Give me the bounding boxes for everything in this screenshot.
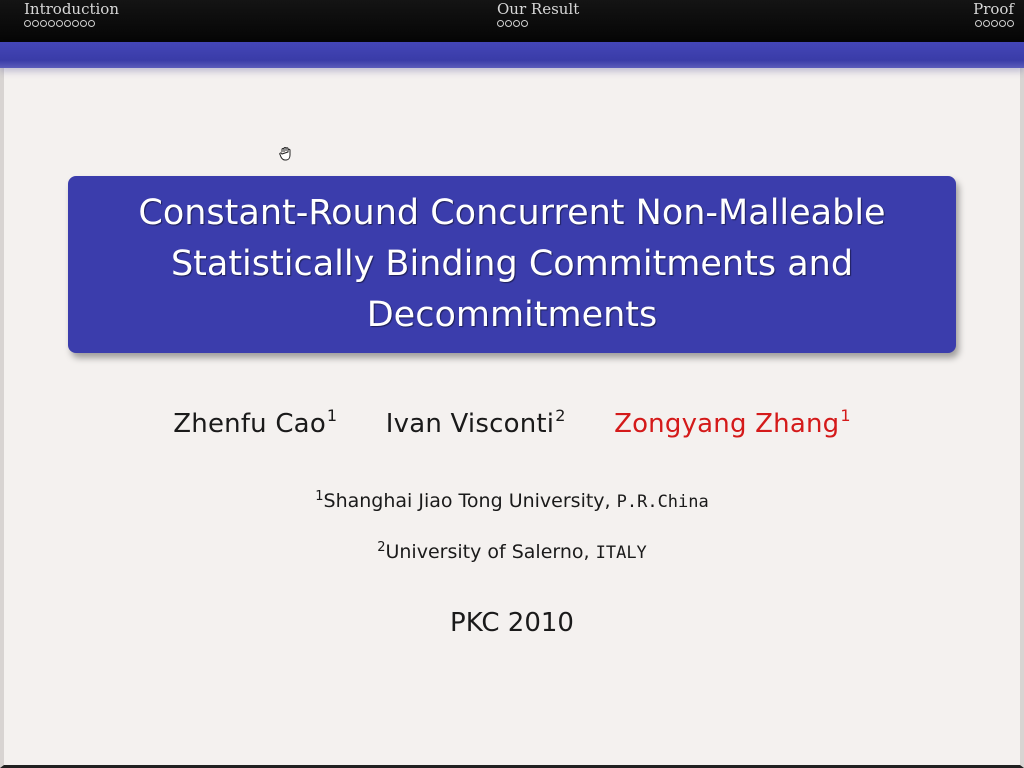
affiliation-country: P.R.China bbox=[616, 492, 709, 512]
nav-section-proof[interactable] bbox=[973, 0, 1014, 27]
affiliation-name: Shanghai Jiao Tong University, bbox=[323, 490, 617, 512]
nav-progress-dots[interactable] bbox=[24, 20, 119, 27]
nav-progress-dots[interactable] bbox=[497, 20, 579, 27]
author-ivan-visconti bbox=[386, 406, 566, 439]
presentation-title-box bbox=[68, 176, 956, 353]
affiliation-country: ITALY bbox=[595, 543, 647, 563]
author-affiliation-mark: 2 bbox=[555, 406, 566, 425]
nav-section-our-result[interactable] bbox=[497, 0, 579, 27]
nav-dot[interactable] bbox=[72, 20, 79, 27]
nav-dot[interactable] bbox=[24, 20, 31, 27]
section-navigation-bar bbox=[0, 0, 1024, 42]
nav-dot[interactable] bbox=[999, 20, 1006, 27]
nav-dot[interactable] bbox=[64, 20, 71, 27]
affiliation-1 bbox=[0, 489, 1024, 512]
nav-dot[interactable] bbox=[1007, 20, 1014, 27]
author-affiliation-mark: 1 bbox=[840, 406, 851, 425]
nav-section-title[interactable]: Proof bbox=[973, 0, 1014, 18]
nav-dot[interactable] bbox=[80, 20, 87, 27]
author-zongyang-zhang bbox=[614, 406, 851, 439]
header-strip bbox=[0, 42, 1024, 68]
nav-dot[interactable] bbox=[88, 20, 95, 27]
nav-dot[interactable] bbox=[513, 20, 520, 27]
nav-dot[interactable] bbox=[56, 20, 63, 27]
conference-event: PKC 2010 bbox=[450, 608, 574, 638]
affiliation-2 bbox=[0, 540, 1024, 563]
nav-dot[interactable] bbox=[497, 20, 504, 27]
author-name: Ivan Visconti bbox=[385, 409, 555, 439]
author-affiliation-mark: 1 bbox=[326, 406, 338, 425]
nav-section-title[interactable]: Our Result bbox=[497, 0, 580, 18]
author-zhenfu-cao bbox=[173, 406, 337, 439]
nav-dot[interactable] bbox=[975, 20, 982, 27]
presentation-title: Constant-Round Concurrent Non-Malleable Statistically Binding Commitments and Decommitments bbox=[138, 193, 886, 335]
nav-section-title[interactable]: Introduction bbox=[24, 0, 119, 18]
author-list bbox=[0, 406, 1024, 439]
hand-grab-icon bbox=[279, 146, 293, 161]
nav-dot[interactable] bbox=[505, 20, 512, 27]
nav-dot[interactable] bbox=[40, 20, 47, 27]
nav-section-introduction[interactable] bbox=[24, 0, 119, 27]
nav-dot[interactable] bbox=[32, 20, 39, 27]
nav-dot[interactable] bbox=[48, 20, 55, 27]
author-name: Zhenfu Cao bbox=[173, 409, 326, 439]
author-name: Zongyang Zhang bbox=[614, 409, 840, 439]
nav-dot[interactable] bbox=[983, 20, 990, 27]
affiliation-name: University of Salerno, bbox=[385, 541, 596, 563]
affiliation-mark: 2 bbox=[377, 540, 386, 555]
nav-progress-dots[interactable] bbox=[973, 20, 1014, 27]
affiliation-mark: 1 bbox=[315, 489, 324, 504]
nav-dot[interactable] bbox=[991, 20, 998, 27]
nav-dot[interactable] bbox=[521, 20, 528, 27]
